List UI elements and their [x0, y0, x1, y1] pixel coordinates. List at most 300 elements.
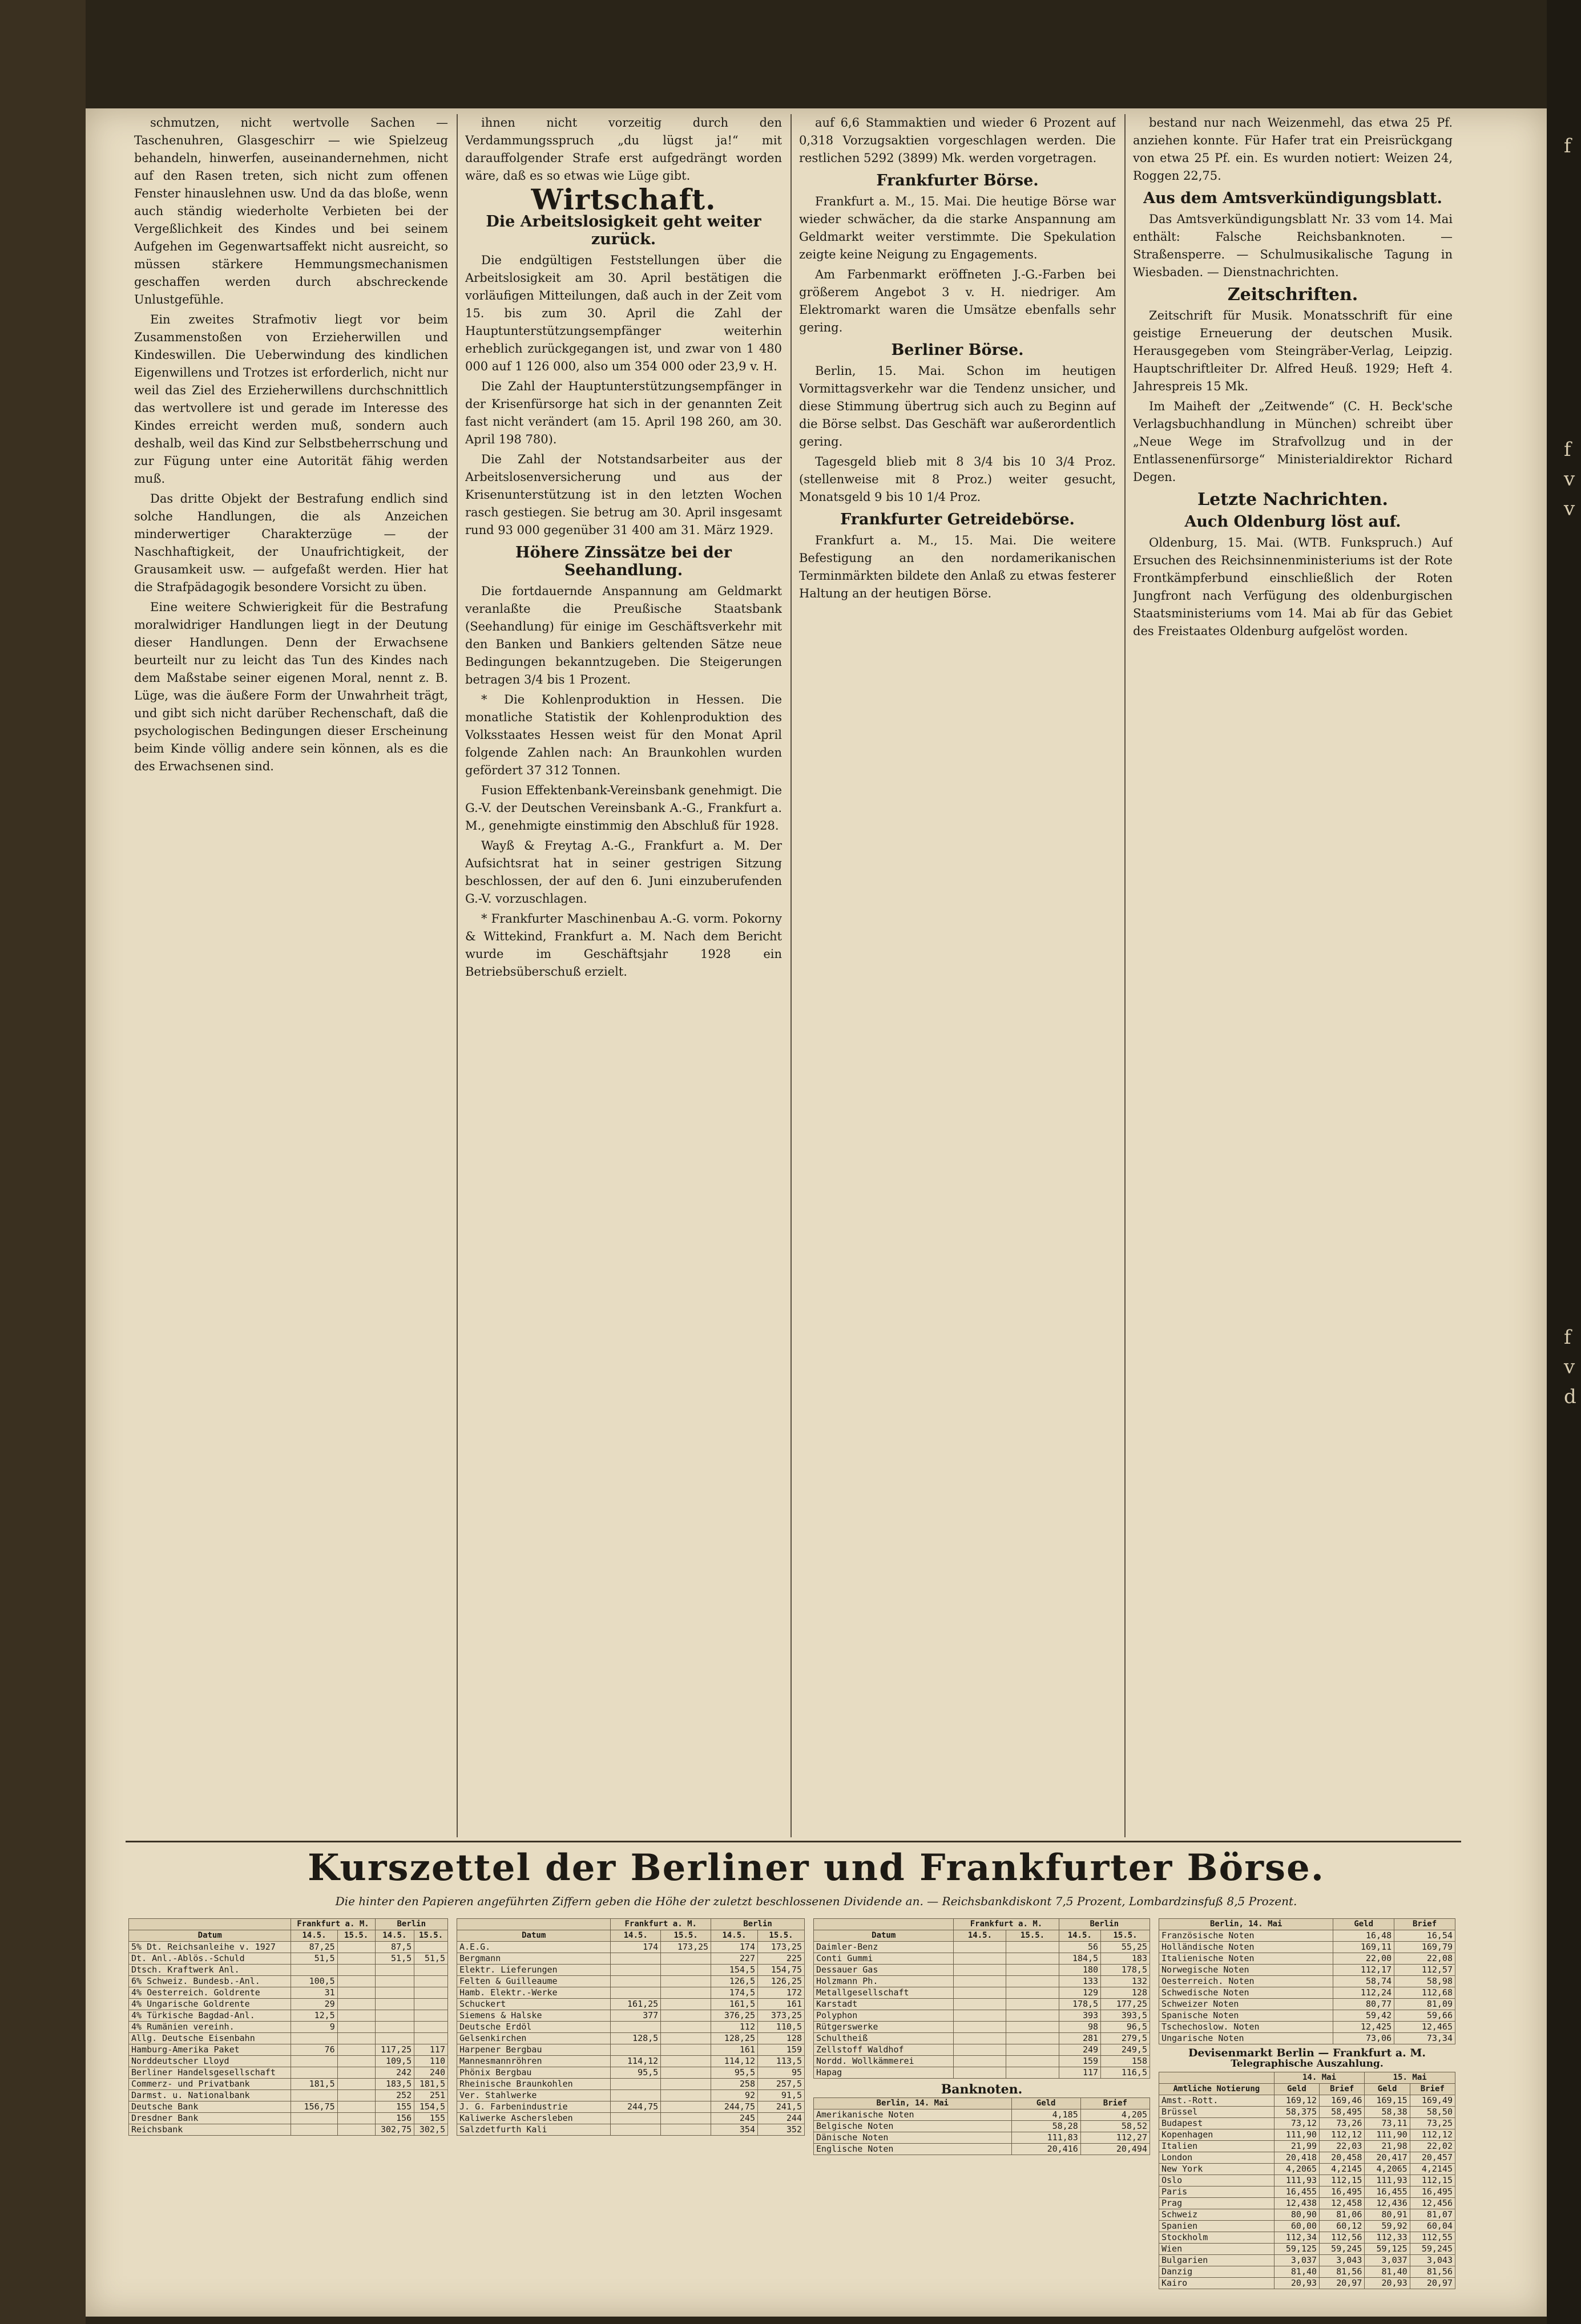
price-cell: 20,418	[1274, 2152, 1319, 2164]
table-row	[457, 2010, 805, 2022]
price-cell: 126,5	[711, 1976, 758, 1987]
price-cell: 169,79	[1394, 1942, 1455, 1953]
table-row	[1159, 2221, 1455, 2232]
currency-table	[1159, 1918, 1455, 2289]
price-cell: 58,74	[1333, 1976, 1394, 1987]
price-cell: 58,50	[1410, 2107, 1455, 2118]
security-name-cell: Wien	[1159, 2244, 1275, 2255]
article-paragraph: Die Zahl der Notstandsarbeiter aus der Arbeitslosenversicherung und aus der Krisenunterstützung ist in den letzten Wochen rasch gestiegen. Sie betrug am 30. April insgesamt rund 93 000 gegenüber 31 400 am 31. März 1929.	[465, 452, 782, 537]
price-cell	[414, 2010, 448, 2022]
security-name-cell: Dessauer Gas	[814, 1965, 954, 1976]
table-row	[814, 2056, 1150, 2067]
table-header: 15. Mai	[1365, 2072, 1455, 2084]
price-cell: 4,205	[1080, 2109, 1150, 2121]
price-cell	[414, 2022, 448, 2033]
article-heading: Höhere Zinssätze bei der Seehandlung.	[515, 544, 732, 579]
price-cell: 16,48	[1333, 1930, 1394, 1942]
table-header: 15.5.	[758, 1930, 805, 1942]
table-header: Geld	[1011, 2098, 1080, 2109]
price-cell: 16,455	[1274, 2186, 1319, 2198]
table-row	[1159, 2209, 1455, 2221]
price-cell: 110,5	[758, 2022, 805, 2033]
table-row	[1159, 2278, 1455, 2289]
price-cell: 242	[375, 2067, 414, 2079]
table-row	[814, 1942, 1150, 1953]
price-cell: 4,2145	[1410, 2164, 1455, 2175]
price-cell: 16,495	[1410, 2186, 1455, 2198]
price-cell: 117	[1059, 2067, 1101, 2079]
price-cell	[954, 1987, 1006, 1999]
price-cell: 110	[414, 2056, 448, 2067]
table-header: 15.5.	[1101, 1930, 1150, 1942]
section-heading-letzte-nachrichten: Letzte Nachrichten.	[1197, 490, 1388, 510]
price-cell: 3,037	[1365, 2255, 1410, 2266]
price-cell: 161,5	[711, 1999, 758, 2010]
security-name-cell: Spanien	[1159, 2221, 1275, 2232]
price-cell	[337, 1965, 375, 1976]
price-cell: 20,93	[1274, 2278, 1319, 2289]
table-row	[814, 2144, 1150, 2155]
security-name-cell: London	[1159, 2152, 1275, 2164]
price-cell: 117	[414, 2044, 448, 2056]
table-row	[1159, 1942, 1455, 1953]
price-cell: 95,5	[611, 2067, 661, 2079]
price-cell: 81,09	[1394, 1999, 1455, 2010]
article-paragraph: Frankfurt a. M., 15. Mai. Die weitere Befestigung an den nordamerikanischen Terminmärkten bildete den Anlaß zu etwas festerer Haltung an der heutigen Börse.	[799, 533, 1116, 600]
edge-glyph: f	[1564, 1326, 1571, 1349]
price-cell	[337, 2056, 375, 2067]
table-header: Frankfurt a. M.	[611, 1919, 711, 1930]
price-cell: 73,12	[1274, 2118, 1319, 2129]
price-cell: 112,15	[1410, 2175, 1455, 2186]
table-row	[457, 1999, 805, 2010]
price-cell	[291, 2124, 337, 2136]
table-header: 14.5.	[711, 1930, 758, 1942]
price-cell	[414, 1987, 448, 1999]
price-cell: 117,25	[375, 2044, 414, 2056]
article-paragraph: Zeitschrift für Musik. Monatsschrift für eine geistige Erneuerung der deutschen Musik. Herausgegeben vom Steingräber-Verlag, Leipzig. Hauptschriftleiter Dr. Alfred Heuß. 1929; Heft 4. Jahrespreis 15 Mk.	[1133, 309, 1453, 393]
adjacent-page-glyphs	[1564, 131, 1581, 1412]
table-header: Berlin	[711, 1919, 805, 1930]
security-name-cell: 6% Schweiz. Bundesb.-Anl.	[129, 1976, 291, 1987]
security-name-cell: Holzmann Ph.	[814, 1976, 954, 1987]
security-name-cell: Brüssel	[1159, 2107, 1275, 2118]
security-name-cell: Schweizer Noten	[1159, 1999, 1333, 2010]
price-cell	[954, 1965, 1006, 1976]
price-cell: 112,34	[1274, 2232, 1319, 2244]
price-cell	[611, 2079, 661, 2090]
price-cell	[661, 1987, 711, 1999]
price-cell: 258	[711, 2079, 758, 2090]
security-name-cell: Hamburg-Amerika Paket	[129, 2044, 291, 2056]
price-cell: 352	[758, 2124, 805, 2136]
devisen-subtitle: Telegraphische Auszahlung.	[1231, 2058, 1384, 2070]
table-row	[129, 1942, 448, 1953]
price-cell	[611, 1987, 661, 1999]
price-cell	[611, 1953, 661, 1965]
price-cell	[1006, 1942, 1059, 1953]
price-cell: 178,5	[1059, 1999, 1101, 2010]
table-row	[129, 2033, 448, 2044]
article-paragraph: Eine weitere Schwierigkeit für die Bestrafung moralwidriger Handlungen liegt in der Deutung dieser Handlungen. Denn der Erwachsene beurteilt nur zu leicht das Tun des Kindes nach dem Maßstabe seiner eigenen Moral, nennt z. B. Lüge, was die äußere Form der Unwahrheit trägt, und gibt sich nicht darüber Rechenschaft, daß die psychologischen Bedingungen dieser Erscheinung beim Kinde völlig andere sein können, als es die des Erwachsenen sind.	[134, 600, 448, 773]
price-cell	[337, 2113, 375, 2124]
column-3	[799, 114, 1116, 1837]
price-cell	[954, 1942, 1006, 1953]
table-row	[1159, 1999, 1455, 2010]
price-cell: 126,25	[758, 1976, 805, 1987]
price-cell	[661, 2022, 711, 2033]
security-name-cell: Französische Noten	[1159, 1930, 1333, 1942]
price-cell: 279,5	[1101, 2033, 1150, 2044]
security-name-cell: Zellstoff Waldhof	[814, 2044, 954, 2056]
devisen-title: Devisenmarkt Berlin — Frankfurt a. M.	[1188, 2047, 1426, 2059]
price-cell: 95	[758, 2067, 805, 2079]
price-cell: 169,46	[1320, 2095, 1365, 2107]
price-cell	[661, 2067, 711, 2079]
security-name-cell: A.E.G.	[457, 1942, 611, 1953]
security-name-cell: Norddeutscher Lloyd	[129, 2056, 291, 2067]
price-cell	[661, 2056, 711, 2067]
table-row	[1159, 2164, 1455, 2175]
security-name-cell: 4% Oesterreich. Goldrente	[129, 1987, 291, 1999]
security-name-cell: Dänische Noten	[814, 2132, 1012, 2144]
price-cell: 169,49	[1410, 2095, 1455, 2107]
price-cell	[1006, 1999, 1059, 2010]
table-row	[457, 1965, 805, 1976]
price-cell: 225	[758, 1953, 805, 1965]
table-row	[457, 2079, 805, 2090]
table-header: Datum	[457, 1930, 611, 1942]
table-row	[129, 2022, 448, 2033]
price-cell	[337, 2124, 375, 2136]
price-cell: 20,494	[1080, 2144, 1150, 2155]
article-paragraph: * Die Kohlenproduktion in Hessen. Die monatliche Statistik der Kohlenproduktion des Volksstaates Hessen weist für den Monat April folgende Zahlen nach: An Braunkohlen wurden gefördert 37 312 Tonnen.	[465, 693, 782, 777]
price-cell: 302,5	[414, 2124, 448, 2136]
security-name-cell: Amst.-Rott.	[1159, 2095, 1275, 2107]
price-cell: 111,90	[1365, 2129, 1410, 2141]
section-heading-wirtschaft: Wirtschaft.	[531, 183, 716, 216]
price-cell: 174	[711, 1942, 758, 1953]
table-header: Geld	[1333, 1919, 1394, 1930]
banknoten-title: Banknoten.	[941, 2082, 1023, 2097]
price-cell: 158	[1101, 2056, 1150, 2067]
price-cell: 183	[1101, 1953, 1150, 1965]
security-name-cell: Bergmann	[457, 1953, 611, 1965]
security-name-cell: Hamb. Elektr.-Werke	[457, 1987, 611, 1999]
price-cell	[1006, 1976, 1059, 1987]
table-header: 15.5.	[1006, 1930, 1059, 1942]
price-cell: 95,5	[711, 2067, 758, 2079]
column-rule	[457, 114, 458, 1837]
price-cell	[375, 2010, 414, 2022]
price-cell	[337, 2010, 375, 2022]
table-header: 15.5.	[337, 1930, 375, 1942]
table-row	[1159, 2095, 1455, 2107]
table-row	[1159, 1976, 1455, 1987]
security-name-cell: Allg. Deutsche Eisenbahn	[129, 2033, 291, 2044]
price-cell	[414, 1976, 448, 1987]
article-paragraph: Fusion Effektenbank-Vereinsbank genehmigt. Die G.-V. der Deutschen Vereinsbank A.-G., Frankfurt a. M., genehmigte einstimmig den Abschluß für 1928.	[465, 783, 782, 832]
table-header: Frankfurt a. M.	[291, 1919, 375, 1930]
price-cell	[337, 1987, 375, 1999]
table-row	[129, 2067, 448, 2079]
price-cell: 20,457	[1410, 2152, 1455, 2164]
price-cell: 60,00	[1274, 2221, 1319, 2232]
security-name-cell: Oesterreich. Noten	[1159, 1976, 1333, 1987]
price-cell	[375, 2033, 414, 2044]
price-cell	[337, 2090, 375, 2101]
price-cell: 249	[1059, 2044, 1101, 2056]
price-cell: 113,5	[758, 2056, 805, 2067]
price-cell: 244,75	[611, 2101, 661, 2113]
stock-table-3	[813, 1918, 1150, 2155]
price-cell	[954, 2033, 1006, 2044]
price-cell	[954, 2044, 1006, 2056]
table-row	[1159, 2152, 1455, 2164]
price-cell: 249,5	[1101, 2044, 1150, 2056]
table-row	[129, 2079, 448, 2090]
price-cell: 180	[1059, 1965, 1101, 1976]
table-header: Geld	[1274, 2084, 1319, 2095]
price-cell: 174,5	[711, 1987, 758, 1999]
security-name-cell: Commerz- und Privatbank	[129, 2079, 291, 2090]
price-cell: 80,90	[1274, 2209, 1319, 2221]
price-cell	[661, 2113, 711, 2124]
price-cell	[1006, 1987, 1059, 1999]
table-row	[1159, 1987, 1455, 1999]
price-cell	[661, 1999, 711, 2010]
price-cell: 354	[711, 2124, 758, 2136]
table-row	[814, 1987, 1150, 1999]
price-cell	[291, 2033, 337, 2044]
article-paragraph: Das dritte Objekt der Bestrafung endlich sind solche Handlungen, die als Anzeichen minderwertiger Charakterzüge — der Naschhaftigkeit, der Unaufrichtigkeit, der Grausamkeit usw. — aufgefaßt werden. Hier hat die Strafpädagogik besondere Vorsicht zu üben.	[134, 492, 448, 594]
price-cell: 252	[375, 2090, 414, 2101]
security-name-cell: Deutsche Erdöl	[457, 2022, 611, 2033]
table-row	[814, 1976, 1150, 1987]
price-cell: 112,17	[1333, 1965, 1394, 1976]
price-cell	[611, 1976, 661, 1987]
section-divider	[126, 1841, 1461, 1842]
price-cell: 59,125	[1365, 2244, 1410, 2255]
article-paragraph: * Frankfurter Maschinenbau A.-G. vorm. Pokorny & Wittekind, Frankfurt a. M. Nach dem Bericht wurde im Geschäftsjahr 1928 ein Betriebsüberschuß erzielt.	[465, 912, 782, 979]
price-cell: 58,375	[1274, 2107, 1319, 2118]
price-cell: 173,25	[661, 1942, 711, 1953]
price-cell	[375, 2022, 414, 2033]
kurszettel-title: Kurszettel der Berliner und Frankfurter Börse.	[308, 1846, 1325, 1889]
security-name-cell: Englische Noten	[814, 2144, 1012, 2155]
price-cell: 156,75	[291, 2101, 337, 2113]
price-cell: 181,5	[414, 2079, 448, 2090]
stock-table-1	[128, 1918, 448, 2136]
security-name-cell: Metallgesellschaft	[814, 1987, 954, 1999]
table-row	[457, 1953, 805, 1965]
table-row	[129, 1999, 448, 2010]
price-cell: 31	[291, 1987, 337, 1999]
price-cell: 73,06	[1333, 2033, 1394, 2044]
security-name-cell: Schweiz	[1159, 2209, 1275, 2221]
price-cell: 129	[1059, 1987, 1101, 1999]
security-name-cell: Rütgerswerke	[814, 2022, 954, 2033]
article-paragraph: Das Amtsverkündigungsblatt Nr. 33 vom 14. Mai enthält: Falsche Reichsbanknoten. — Straßensperre. — Schulmusikalische Tagung in Wiesbaden. — Dienstnachrichten.	[1133, 212, 1453, 279]
price-cell: 393	[1059, 2010, 1101, 2022]
price-cell	[661, 2010, 711, 2022]
price-cell: 59,92	[1365, 2221, 1410, 2232]
article-paragraph: schmutzen, nicht wertvolle Sachen — Taschenuhren, Glasgeschirr — wie Spielzeug behandeln, hinwerfen, auseinandernehmen, nicht auf den Rasen treten, sich nicht zum offenen Fenster hinauslehnen usw. Und da das bloße, wenn auch ständig wiederholte Verbieten bei der Vergeßlichkeit des Kindes und bei seinem Aufgehen im Gegenwartsaffekt nicht ausreicht, so müssen stärkere Hemmungsmechanismen geschaffen werden durch abschreckende Unlustgefühle.	[134, 116, 448, 306]
security-name-cell: Harpener Bergbau	[457, 2044, 611, 2056]
price-cell	[1006, 2056, 1059, 2067]
price-cell	[954, 2022, 1006, 2033]
security-name-cell: Berliner Handelsgesellschaft	[129, 2067, 291, 2079]
price-cell: 60,12	[1320, 2221, 1365, 2232]
security-name-cell: Schuckert	[457, 1999, 611, 2010]
table-row	[129, 2101, 448, 2113]
table-header: 15.5.	[414, 1930, 448, 1942]
table-row	[1159, 2107, 1455, 2118]
price-cell	[337, 2101, 375, 2113]
price-cell: 58,28	[1011, 2121, 1080, 2132]
price-cell: 161,25	[611, 1999, 661, 2010]
article-paragraph: Am Farbenmarkt eröffneten J.-G.-Farben bei größerem Angebot 3 v. H. niedriger. Am Elektromarkt waren die Umsätze ebenfalls sehr gering.	[799, 268, 1116, 334]
article-paragraph: Im Maiheft der „Zeitwende“ (C. H. Beck'sche Verlagsbuchhandlung in München) schreibt über „Neue Wege im Strafvollzug und in der Entlassenenfürsorge“ Ministerialdirektor Richard Degen.	[1133, 399, 1453, 484]
article-heading: Aus dem Amtsverkündigungsblatt.	[1143, 189, 1442, 207]
table-row	[1159, 2198, 1455, 2209]
price-cell	[337, 2022, 375, 2033]
table-row	[1159, 2232, 1455, 2244]
table-row	[129, 1953, 448, 1965]
price-cell: 181,5	[291, 2079, 337, 2090]
price-cell	[291, 2090, 337, 2101]
price-cell: 240	[414, 2067, 448, 2079]
table-header: Datum	[814, 1930, 954, 1942]
price-cell: 377	[611, 2010, 661, 2022]
price-cell: 114,12	[711, 2056, 758, 2067]
price-cell: 56	[1059, 1942, 1101, 1953]
edge-glyph: f	[1564, 135, 1571, 157]
price-cell: 100,5	[291, 1976, 337, 1987]
price-cell	[1006, 2033, 1059, 2044]
price-cell	[611, 1965, 661, 1976]
price-cell: 58,495	[1320, 2107, 1365, 2118]
price-cell: 81,56	[1320, 2266, 1365, 2278]
price-cell: 112	[711, 2022, 758, 2033]
article-paragraph: Wayß & Freytag A.-G., Frankfurt a. M. Der Aufsichtsrat hat in seiner gestrigen Sitzung beschlossen, der auf den 6. Juni einzuberufenden G.-V. vorzuschlagen.	[465, 839, 782, 906]
price-cell: 12,438	[1274, 2198, 1319, 2209]
price-cell	[291, 2113, 337, 2124]
price-cell: 58,98	[1394, 1976, 1455, 1987]
table-row	[457, 1987, 805, 1999]
table-header	[129, 1919, 291, 1930]
price-cell: 128	[1101, 1987, 1150, 1999]
price-cell	[375, 1999, 414, 2010]
security-name-cell: Italienische Noten	[1159, 1953, 1333, 1965]
price-cell: 112,12	[1410, 2129, 1455, 2141]
book-binding	[0, 0, 86, 2324]
price-cell	[291, 1965, 337, 1976]
price-cell: 29	[291, 1999, 337, 2010]
security-name-cell: Schultheiß	[814, 2033, 954, 2044]
price-cell	[337, 2033, 375, 2044]
table-row	[129, 1976, 448, 1987]
price-cell: 87,5	[375, 1942, 414, 1953]
price-cell	[954, 2056, 1006, 2067]
price-cell: 4,2065	[1365, 2164, 1410, 2175]
price-cell	[661, 2044, 711, 2056]
price-cell: 169,15	[1365, 2095, 1410, 2107]
table-header: Geld	[1365, 2084, 1410, 2095]
price-cell: 376,25	[711, 2010, 758, 2022]
table-row	[457, 1942, 805, 1953]
security-name-cell: Prag	[1159, 2198, 1275, 2209]
price-cell: 58,52	[1080, 2121, 1150, 2132]
price-cell: 128,25	[711, 2033, 758, 2044]
price-cell: 51,5	[291, 1953, 337, 1965]
price-cell: 92	[711, 2090, 758, 2101]
price-cell: 183,5	[375, 2079, 414, 2090]
price-cell	[337, 2079, 375, 2090]
price-cell	[611, 2113, 661, 2124]
price-cell	[337, 2044, 375, 2056]
price-cell: 112,12	[1320, 2129, 1365, 2141]
price-cell: 177,25	[1101, 1999, 1150, 2010]
table-header	[457, 1919, 611, 1930]
table-header: Brief	[1394, 1919, 1455, 1930]
security-name-cell: Deutsche Bank	[129, 2101, 291, 2113]
price-cell: 112,57	[1394, 1965, 1455, 1976]
table-row	[129, 2056, 448, 2067]
price-cell: 21,98	[1365, 2141, 1410, 2152]
price-cell	[611, 2044, 661, 2056]
table-row	[814, 2044, 1150, 2056]
price-cell: 80,77	[1333, 1999, 1394, 2010]
price-cell	[661, 2079, 711, 2090]
table-row	[129, 2090, 448, 2101]
price-cell: 111,93	[1365, 2175, 1410, 2186]
price-cell	[375, 1965, 414, 1976]
price-cell: 3,043	[1410, 2255, 1455, 2266]
price-cell	[954, 1999, 1006, 2010]
price-cell	[414, 1942, 448, 1953]
security-name-cell: Hapag	[814, 2067, 954, 2079]
price-cell: 112,55	[1410, 2232, 1455, 2244]
security-name-cell: Dtsch. Kraftwerk Anl.	[129, 1965, 291, 1976]
price-cell: 173,25	[758, 1942, 805, 1953]
price-cell	[337, 1942, 375, 1953]
table-header: 15.5.	[661, 1930, 711, 1942]
table-row	[1159, 1930, 1455, 1942]
security-name-cell: Salzdetfurth Kali	[457, 2124, 611, 2136]
price-cell	[414, 1965, 448, 1976]
security-name-cell: J. G. Farbenindustrie	[457, 2101, 611, 2113]
price-cell: 114,12	[611, 2056, 661, 2067]
price-cell	[611, 2090, 661, 2101]
price-cell	[375, 1987, 414, 1999]
table-header: Berlin, 14. Mai	[1159, 1919, 1333, 1930]
price-cell: 20,416	[1011, 2144, 1080, 2155]
edge-glyph: v	[1564, 498, 1575, 520]
price-cell: 81,06	[1320, 2209, 1365, 2221]
security-name-cell: New York	[1159, 2164, 1275, 2175]
security-name-cell: Rheinische Braunkohlen	[457, 2079, 611, 2090]
price-cell: 251	[414, 2090, 448, 2101]
table-row	[814, 1953, 1150, 1965]
price-cell: 172	[758, 1987, 805, 1999]
price-cell: 281	[1059, 2033, 1101, 2044]
table-row	[814, 2033, 1150, 2044]
price-cell: 393,5	[1101, 2010, 1150, 2022]
price-cell: 22,03	[1320, 2141, 1365, 2152]
article-paragraph: ihnen nicht vorzeitig durch den Verdammungsspruch „du lügst ja!“ mit darauffolgender Strafe erst aufgedrängt worden wäre, daß es so etwas wie Lüge gibt.	[465, 116, 782, 183]
table-row	[1159, 1953, 1455, 1965]
